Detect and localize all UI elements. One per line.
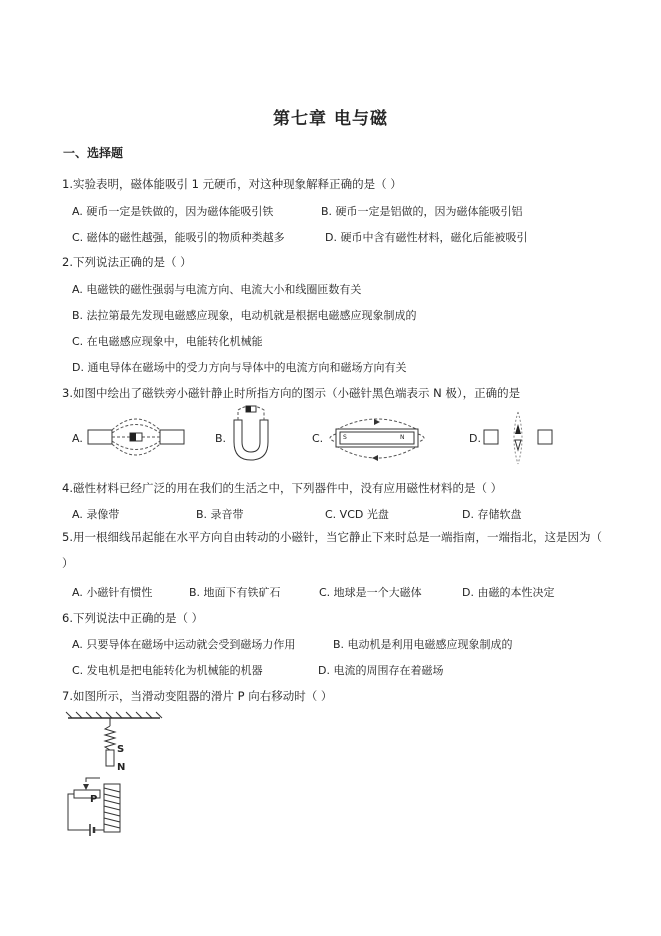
question-4-option-c: C. VCD 光盘: [325, 508, 389, 521]
figure-b-horseshoe-magnet: [228, 416, 274, 464]
question-2-option-b: B. 法拉第最先发现电磁感应现象，电动机就是根据电磁感应现象制成的: [72, 309, 417, 322]
question-6-option-a: A. 只要导体在磁场中运动就会受到磁场力作用: [72, 638, 296, 651]
question-4-option-a: A. 录像带: [72, 508, 120, 521]
question-2-stem: 2.下列说法正确的是（ ）: [62, 255, 192, 269]
question-1-option-c: C. 磁体的磁性越强，能吸引的物质种类越多: [72, 231, 285, 244]
question-5-option-a: A. 小磁针有惯性: [72, 586, 153, 599]
figure-q7-n-label: N: [117, 762, 126, 773]
question-2-option-a: A. 电磁铁的磁性强弱与电流方向、电流大小和线圈匝数有关: [72, 283, 362, 296]
question-5-option-d: D. 由磁的本性决定: [462, 586, 555, 599]
figure-a-bar-magnets: [86, 414, 186, 462]
section-heading: 一、选择题: [63, 146, 124, 160]
question-5-stem: 5.用一根细线吊起能在水平方向自由转动的小磁针，当它静止下来时总是一端指南，一端指北，这是因为（ ）: [62, 530, 602, 570]
question-1-stem: 1.实验表明，磁体能吸引 1 元硬币，对这种现象解释正确的是（ ）: [62, 177, 402, 191]
question-4-option-d: D. 存储软盘: [462, 508, 522, 521]
figure-d-magnets-compass: [482, 410, 558, 466]
figure-c-n-label: N: [400, 434, 405, 441]
question-4-option-b: B. 录音带: [196, 508, 244, 521]
question-2-option-c: C. 在电磁感应现象中，电能转化机械能: [72, 335, 263, 348]
question-3-option-a: A.: [72, 432, 83, 445]
page-title: 第七章 电与磁: [273, 109, 388, 129]
question-1-option-a: A. 硬币一定是铁做的，因为磁体能吸引铁: [72, 205, 274, 218]
question-2-option-d: D. 通电导体在磁场中的受力方向与导体中的电流方向和磁场方向有关: [72, 361, 407, 374]
question-4-stem: 4.磁性材料已经广泛的用在我们的生活之中，下列器件中，没有应用磁性材料的是（ ）: [62, 481, 503, 495]
question-7-stem: 7.如图所示，当滑动变阻器的滑片 P 向右移动时（ ）: [62, 689, 333, 703]
question-1-option-b: B. 硬币一定是铝做的，因为磁体能吸引铝: [321, 205, 523, 218]
question-5-option-b: B. 地面下有铁矿石: [189, 586, 281, 599]
question-6-stem: 6.下列说法中正确的是（ ）: [62, 611, 204, 625]
figure-q7-electromagnet-circuit: [64, 712, 164, 838]
figure-q7-p-label: P: [90, 794, 98, 805]
question-3-stem: 3.如图中绘出了磁铁旁小磁针静止时所指方向的图示（小磁针黑色端表示 N 极），正确的是: [62, 386, 521, 400]
figure-c-bar-magnet-field: [322, 414, 432, 466]
question-6-option-b: B. 电动机是利用电磁感应现象制成的: [333, 638, 513, 651]
question-5-option-c: C. 地球是一个大磁体: [319, 586, 422, 599]
question-3-option-c: C.: [312, 432, 324, 445]
question-3-option-d: D.: [469, 432, 481, 445]
question-3-option-b: B.: [215, 432, 227, 445]
figure-q7-s-label: S: [117, 744, 125, 755]
question-6-option-d: D. 电流的周围存在着磁场: [318, 664, 444, 677]
figure-c-s-label: S: [343, 434, 347, 441]
question-1-option-d: D. 硬币中含有磁性材料，磁化后能被吸引: [325, 231, 528, 244]
question-6-option-c: C. 发电机是把电能转化为机械能的机器: [72, 664, 263, 677]
